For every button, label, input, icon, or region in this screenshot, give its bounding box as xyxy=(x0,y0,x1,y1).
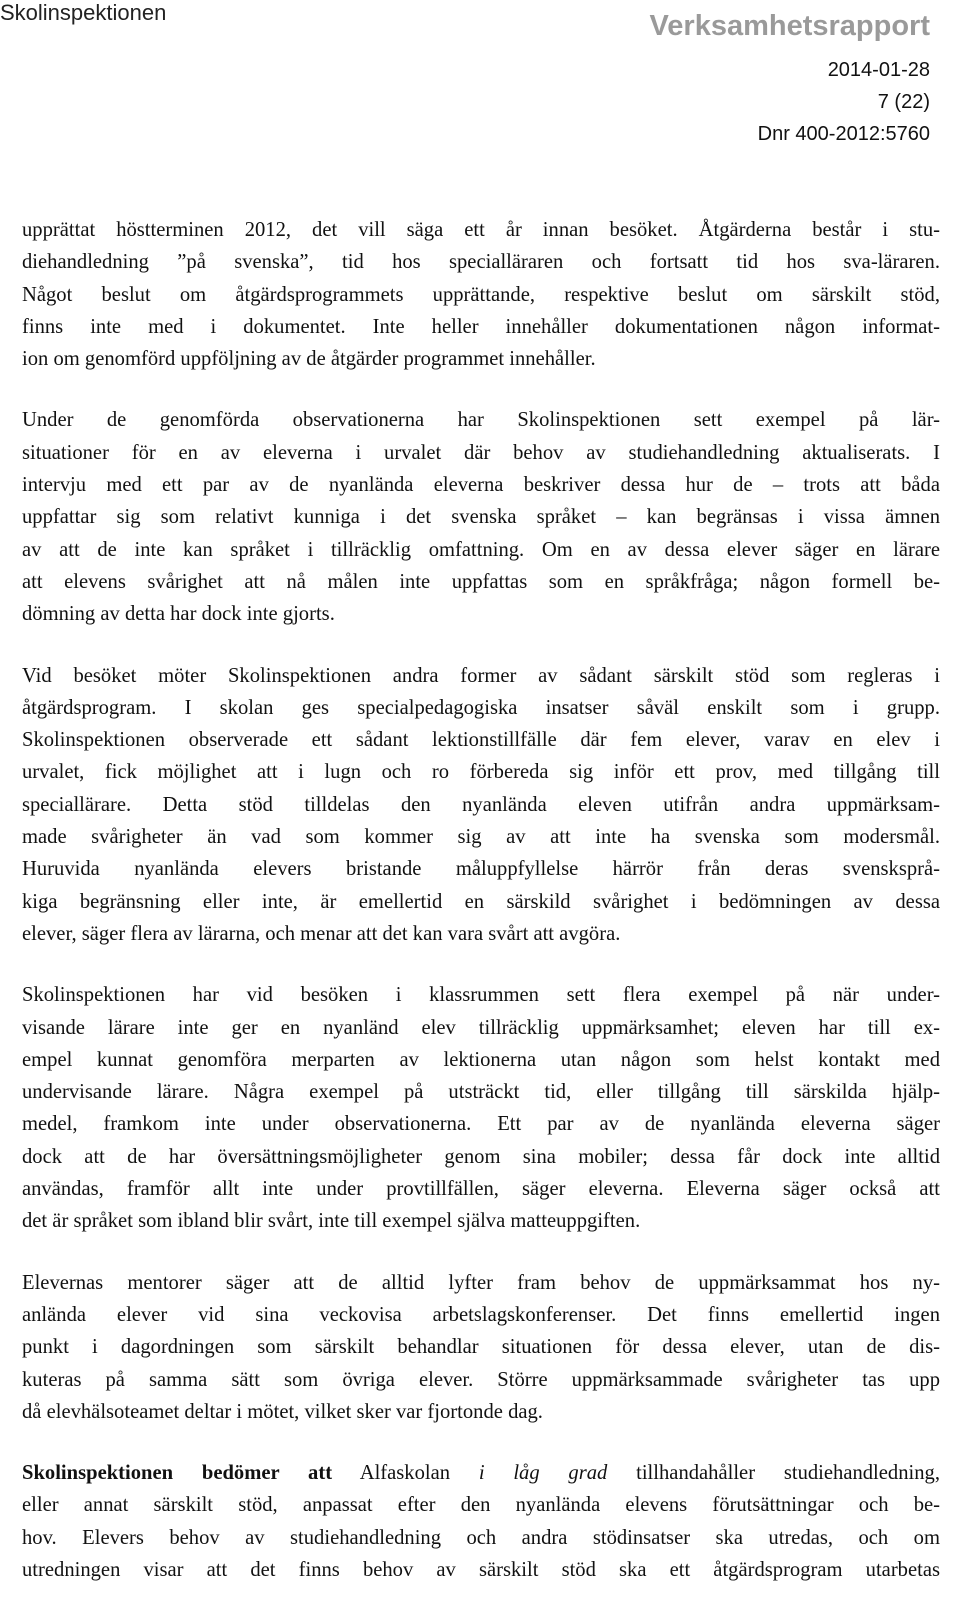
text-line: empel kunnat genomföra merparten av lektionerna utan någon som helst kontakt med xyxy=(22,1048,940,1071)
assessment-grade: i låg grad xyxy=(478,1462,608,1485)
text-line: då elevhälsoteamet deltar i mötet, vilket sker var fjortonde dag. xyxy=(22,1400,543,1423)
text-line: ion om genomförd uppföljning av de åtgärder programmet innehåller. xyxy=(22,348,596,371)
text-line: undervisande lärare. Några exempel på utsträckt tid, eller tillgång till särskilda hjälp- xyxy=(22,1081,940,1104)
text-line: Huruvida nyanlända elevers bristande måluppfyllelse härrör från deras svensksprå- xyxy=(22,858,940,881)
text-line: Skolinspektionen observerade ett sådant lektionstillfälle där fem elever, varav en elev i xyxy=(22,729,940,752)
text-line: finns inte med i dokumentet. Inte heller innehåller dokumentationen någon informat- xyxy=(22,315,940,338)
text-line: Under de genomförda observationerna har Skolinspektionen sett exempel på lär- xyxy=(22,409,940,432)
text-line: Elevernas mentorer säger att de alltid lyfter fram behov de uppmärksammat hos ny- xyxy=(22,1271,940,1294)
text-line: speciallärare. Detta stöd tilldelas den nyanlända eleven utifrån andra uppmärksam- xyxy=(22,793,940,816)
assessment-lead: Skolinspektionen bedömer att xyxy=(22,1462,333,1485)
paragraph xyxy=(22,1267,940,1428)
text-line: anlända elever vid sina veckovisa arbetslagskonferenser. Det finns emellertid ingen xyxy=(22,1303,940,1326)
paragraph xyxy=(22,214,940,375)
text-line: användas, framför allt inte under provtillfällen, säger eleverna. Eleverna säger också att xyxy=(22,1178,940,1201)
text-line: situationer för en av eleverna i urvalet där behov av studiehandledning aktualiserats. I xyxy=(22,441,940,464)
text-line: åtgärdsprogram. I skolan ges specialpedagogiska insatser såväl enskilt som i grupp. xyxy=(22,696,940,719)
document-meta xyxy=(650,6,930,150)
text-line: kiga begränsning eller inte, är emellertid en särskild svårighet i bedömningen av dessa xyxy=(22,890,940,913)
assessment-paragraph xyxy=(22,1457,940,1586)
text-line: upprättat höstterminen 2012, det vill säga ett år innan besöket. Åtgärderna består i stu- xyxy=(22,219,940,241)
document-body xyxy=(22,214,940,1615)
paragraph xyxy=(22,979,940,1237)
text-line: medel, framkom inte under observationerna. Ett par av de nyanlända eleverna säger xyxy=(22,1113,940,1136)
document-date: 2014-01-28 xyxy=(827,59,930,81)
text-line: utredningen visar att det finns behov av särskilt stöd ska ett åtgärdsprogram utarbetas xyxy=(22,1558,940,1581)
text-line: eller annat särskilt stöd, anpassat efter den nyanlända elevens förutsättningar och be- xyxy=(22,1494,940,1517)
text-line: dock att de har översättningsmöjligheter genom sina mobiler; dessa får dock inte alltid xyxy=(22,1145,940,1168)
text-line: Skolinspektionen har vid besöken i klassrummen sett flera exempel på när under- xyxy=(22,984,940,1007)
text-line: urvalet, fick möjlighet att i lugn och ro förbereda sig inför ett prov, med tillgång till xyxy=(22,761,940,784)
text-line: made svårigheter än vad som kommer sig av att inte ha svenska som modersmål. xyxy=(22,826,940,849)
text-line: elever, säger flera av lärarna, och menar att det kan vara svårt att avgöra. xyxy=(22,922,621,945)
paragraph xyxy=(22,660,940,951)
text-line: det är språket som ibland blir svårt, inte till exempel själva matteuppgiften. xyxy=(22,1210,641,1233)
organization-name: Skolinspektionen xyxy=(0,0,167,25)
text-line: uppfattar sig som relativt kunniga i det svenska språket – kan begränsas i vissa ämnen xyxy=(22,506,940,529)
page-number: 7 (22) xyxy=(877,91,930,113)
text-line: av att de inte kan språket i tillräcklig omfattning. Om en av dessa elever säger en lärare xyxy=(22,538,940,561)
assessment-rest: tillhandahåller studiehandledning, xyxy=(607,1462,940,1485)
paragraph xyxy=(22,404,940,630)
text-line: diehandledning ”på svenska”, tid hos specialläraren och fortsatt tid hos sva-läraren. xyxy=(22,251,940,274)
text-line: att elevens svårighet att nå målen inte uppfattas som en språkfråga; någon formell be- xyxy=(22,570,940,593)
text-line: visande lärare inte ger en nyanländ elev tillräcklig uppmärksamhet; eleven har till ex- xyxy=(22,1016,940,1039)
text-line: Något beslut om åtgärdsprogrammets upprättande, respektive beslut om särskilt stöd, xyxy=(22,283,940,306)
text-line: dömning av detta har dock inte gjorts. xyxy=(22,603,335,626)
assessment-school: Alfaskolan xyxy=(332,1462,479,1485)
text-line: punkt i dagordningen som särskilt behandlar situationen för dessa elever, utan de dis- xyxy=(22,1336,940,1359)
text-line: Vid besöket möter Skolinspektionen andra former av sådant särskilt stöd som regleras i xyxy=(22,664,940,687)
registration-number: Dnr 400-2012:5760 xyxy=(757,123,930,145)
text-line: intervju med ett par av de nyanlända eleverna beskriver dessa hur de – trots att båda xyxy=(22,474,940,497)
text-line xyxy=(22,1457,940,1489)
document-type: Verksamhetsrapport xyxy=(649,10,930,42)
text-line: kuteras på samma sätt som övriga elever. Större uppmärksammade svårigheter tas upp xyxy=(22,1368,940,1391)
text-line: hov. Elevers behov av studiehandledning och andra stödinsatser ska utredas, och om xyxy=(22,1526,940,1549)
